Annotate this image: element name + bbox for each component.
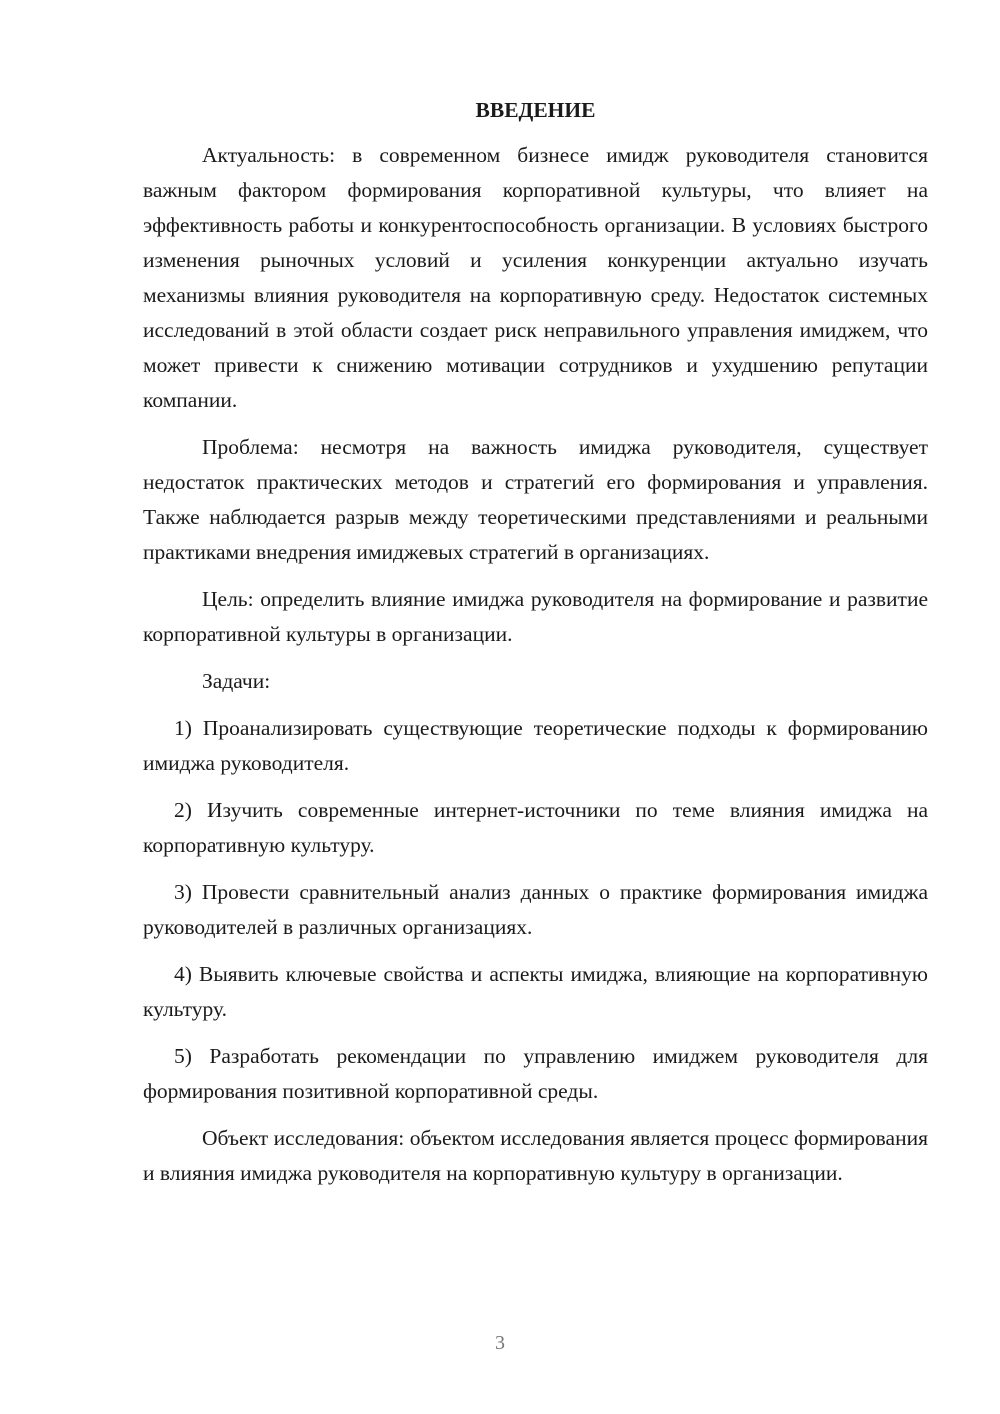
task-item-3: 3) Провести сравнительный анализ данных о практике формирования имиджа руководителей в различных организациях. [143, 880, 928, 939]
task-item-5: 5) Разработать рекомендации по управлению имиджем руководителя для формирования позитивной корпоративной среды. [143, 1044, 928, 1103]
paragraph-problem: Проблема: несмотря на важность имиджа руководителя, существует недостаток практических методов и стратегий его формирования и управления. Также наблюдается разрыв между теоретическими представлениями и реальными практиками внедрения имиджевых стратегий в организациях. [143, 435, 928, 564]
paragraph-goal: Цель: определить влияние имиджа руководителя на формирование и развитие корпоративной культуры в организации. [143, 587, 928, 646]
task-item-2: 2) Изучить современные интернет-источники по теме влияния имиджа на корпоративную культуру. [143, 798, 928, 857]
task-item-4: 4) Выявить ключевые свойства и аспекты имиджа, влияющие на корпоративную культуру. [143, 962, 928, 1021]
document-page [143, 94, 928, 1203]
tasks-label: Задачи: [202, 669, 271, 693]
paragraph-object: Объект исследования: объектом исследования является процесс формирования и влияния имиджа руководителя на корпоративную культуру в организации. [143, 1126, 928, 1185]
section-title: ВВЕДЕНИЕ [475, 98, 596, 122]
paragraph-relevance: Актуальность: в современном бизнесе имидж руководителя становится важным фактором формирования корпоративной культуры, что влияет на эффективность работы и конкурентоспособность организации. В условиях быстрого изменения рыночных условий и усиления конкуренции актуально изучать механизмы влияния руководителя на корпоративную среду. Недостаток системных исследований в этой области создает риск неправильного управления имиджем, что может привести к снижению мотивации сотрудников и ухудшению репутации компании. [143, 143, 928, 412]
page-number: 3 [495, 1332, 505, 1354]
task-item-1: 1) Проанализировать существующие теоретические подходы к формированию имиджа руководителя. [143, 716, 928, 775]
